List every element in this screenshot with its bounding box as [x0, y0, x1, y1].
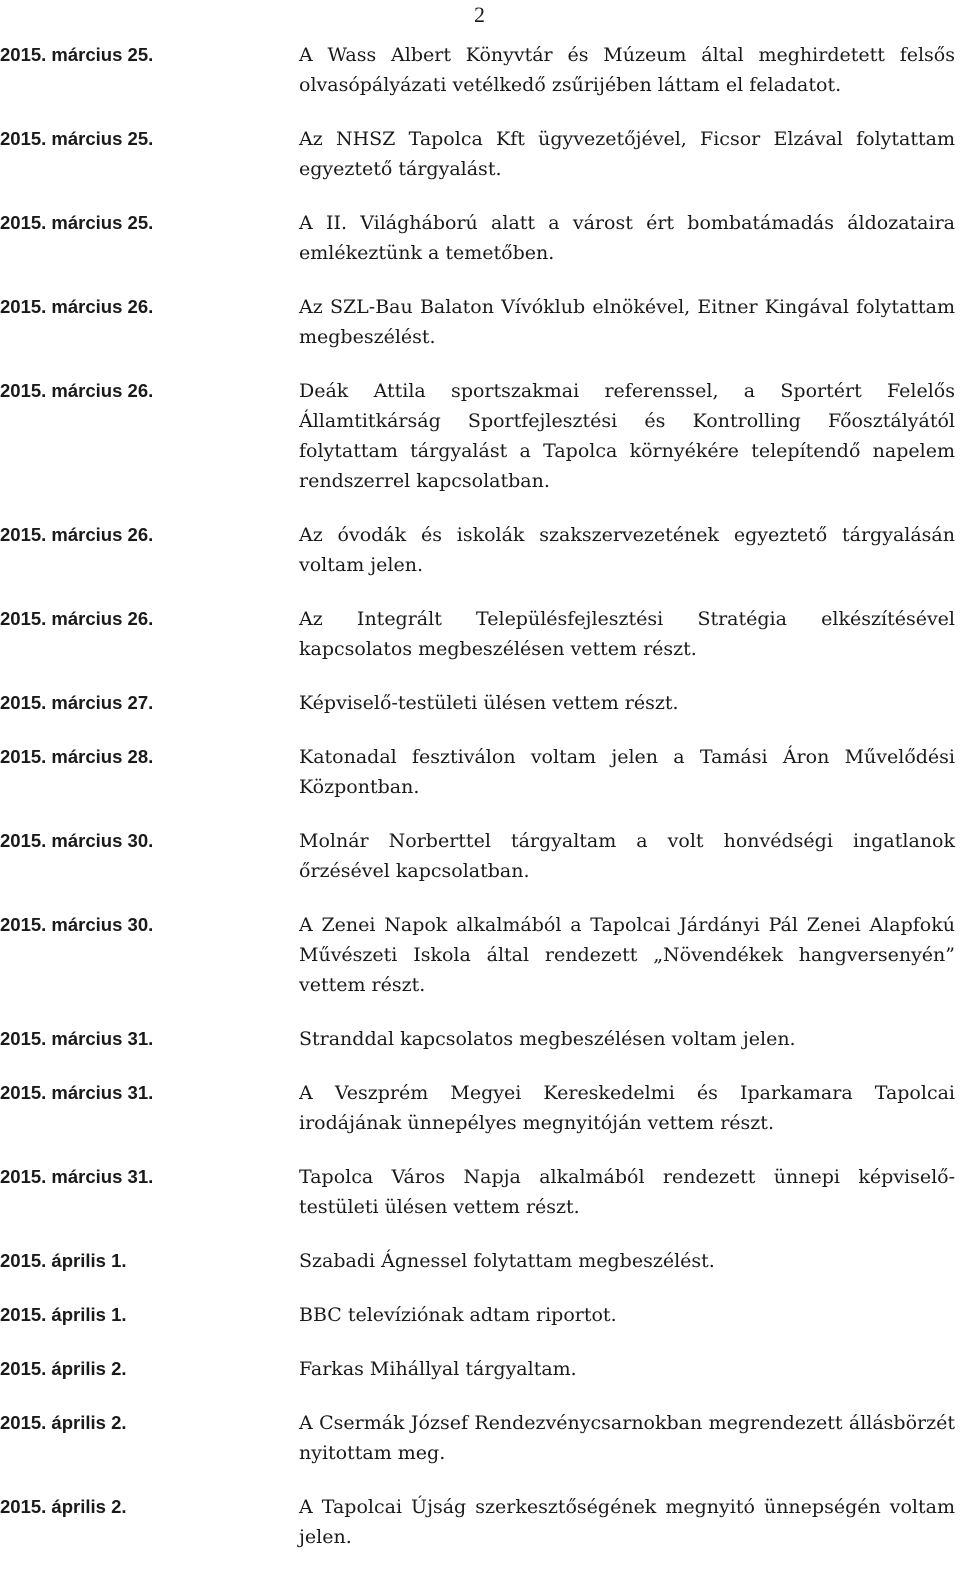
entry-date: 2015. március 25.: [0, 212, 154, 233]
log-entry: [0, 208, 960, 268]
log-entry: [0, 1354, 960, 1384]
entry-date: 2015. április 2.: [0, 1412, 127, 1433]
entry-description: A II. Világháború alatt a várost ért bombatámadás áldozataira emlékeztünk a temetőben.: [299, 212, 955, 264]
log-entry: [0, 910, 960, 1000]
log-entry: [0, 826, 960, 886]
entry-date: 2015. március 30.: [0, 914, 154, 935]
log-entry: [0, 40, 960, 100]
log-entry: [0, 1162, 960, 1222]
entry-description: Katonadal fesztiválon voltam jelen a Tamási Áron Művelődési Központban.: [299, 746, 955, 798]
entry-description: Stranddal kapcsolatos megbeszélésen voltam jelen.: [299, 1028, 796, 1050]
entry-date: 2015. április 2.: [0, 1358, 127, 1379]
entry-date: 2015. március 30.: [0, 830, 154, 851]
entry-date: 2015. március 31.: [0, 1166, 154, 1187]
entry-description: BBC televíziónak adtam riportot.: [299, 1304, 617, 1326]
entry-description: Az Integrált Településfejlesztési Stratégia elkészítésével kapcsolatos megbeszélésen vettem részt.: [299, 608, 955, 660]
entry-date: 2015. április 1.: [0, 1250, 127, 1271]
entry-description: A Csermák József Rendezvénycsarnokban megrendezett állásbörzét nyitottam meg.: [299, 1412, 955, 1464]
entry-description: Az óvodák és iskolák szakszervezetének egyeztető tárgyalásán voltam jelen.: [299, 524, 955, 576]
entry-description: A Wass Albert Könyvtár és Múzeum által meghirdetett felsős olvasópályázati vetélkedő zsűrijében láttam el feladatot.: [299, 44, 955, 96]
entry-description: A Tapolcai Újság szerkesztőségének megnyitó ünnepségén voltam jelen.: [299, 1496, 955, 1548]
entry-date: 2015. március 25.: [0, 44, 154, 65]
log-entry: [0, 1078, 960, 1138]
entry-date: 2015. március 26.: [0, 608, 154, 629]
entry-description: Farkas Mihállyal tárgyaltam.: [299, 1358, 577, 1380]
log-entry: [0, 604, 960, 664]
entry-date: 2015. március 27.: [0, 692, 154, 713]
entry-date: 2015. április 1.: [0, 1304, 127, 1325]
entry-description: Szabadi Ágnessel folytattam megbeszélést.: [299, 1250, 715, 1272]
entry-date: 2015. március 26.: [0, 380, 154, 401]
log-entry: [0, 1246, 960, 1276]
entry-date: 2015. március 31.: [0, 1028, 154, 1049]
log-entry: [0, 520, 960, 580]
log-entry: [0, 1024, 960, 1054]
entry-date: 2015. március 28.: [0, 746, 154, 767]
log-entry: [0, 376, 960, 496]
entry-date: 2015. március 25.: [0, 128, 154, 149]
log-entry: [0, 688, 960, 718]
page-number: 2: [474, 2, 485, 27]
entry-description: Képviselő-testületi ülésen vettem részt.: [299, 692, 679, 714]
log-entry: [0, 1492, 960, 1552]
log-entry: [0, 1300, 960, 1330]
entry-description: Deák Attila sportszakmai referenssel, a Sportért Felelős Államtitkárság Sportfejlesztési és Kontrolling Főosztályától folytattam tárgyalást a Tapolca környékére telepítendő napelem rendszerrel kapcsolatban.: [299, 380, 955, 492]
entry-date: 2015. március 26.: [0, 296, 154, 317]
log-entry: [0, 124, 960, 184]
log-entry: [0, 292, 960, 352]
entry-description: Az SZL-Bau Balaton Vívóklub elnökével, Eitner Kingával folytattam megbeszélést.: [299, 296, 955, 348]
entry-description: Az NHSZ Tapolca Kft ügyvezetőjével, Ficsor Elzával folytattam egyeztető tárgyalást.: [299, 128, 955, 180]
activity-log: [0, 40, 960, 1576]
log-entry: [0, 1408, 960, 1468]
log-entry: [0, 742, 960, 802]
entry-description: A Veszprém Megyei Kereskedelmi és Iparkamara Tapolcai irodájának ünnepélyes megnyitóján vettem részt.: [299, 1082, 955, 1134]
entry-date: 2015. március 26.: [0, 524, 154, 545]
entry-description: Tapolca Város Napja alkalmából rendezett ünnepi képviselő-testületi ülésen vettem részt.: [299, 1166, 955, 1218]
entry-description: Molnár Norberttel tárgyaltam a volt honvédségi ingatlanok őrzésével kapcsolatban.: [299, 830, 955, 882]
entry-date: 2015. április 2.: [0, 1496, 127, 1517]
entry-date: 2015. március 31.: [0, 1082, 154, 1103]
entry-description: A Zenei Napok alkalmából a Tapolcai Járdányi Pál Zenei Alapfokú Művészeti Iskola által rendezett „Növendékek hangversenyén” vettem részt.: [299, 914, 955, 996]
